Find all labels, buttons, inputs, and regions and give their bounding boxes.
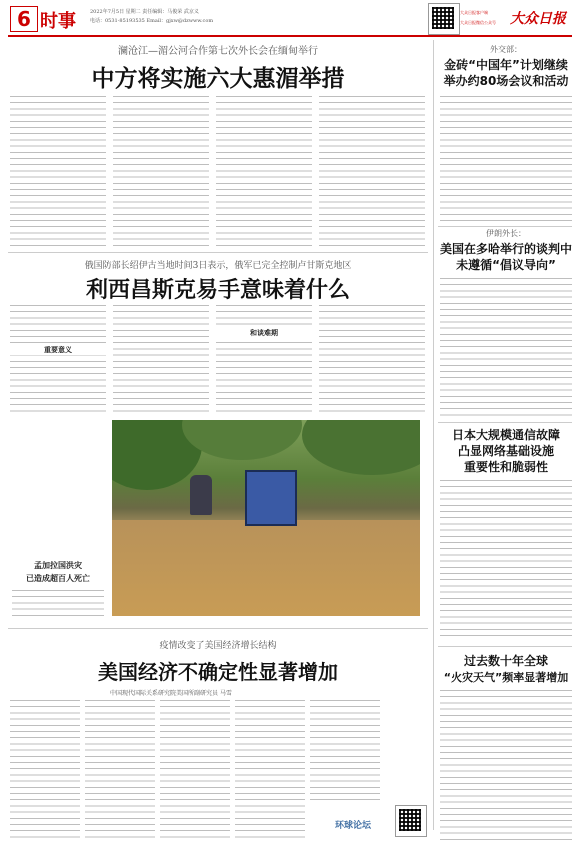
side1-headline-2: 举办约80场会议和活动: [443, 74, 569, 88]
side2-kicker: 伊朗外长：: [486, 229, 526, 238]
newspaper-logo: 大众日报: [510, 11, 566, 27]
side4-headline-2: “火灾天气”频率显著增加: [443, 671, 569, 684]
side2-headline-2: 未遵循“倡议导向”: [456, 258, 556, 272]
side3-headline-2: 凸显网络基础设施: [457, 444, 554, 458]
divider: [438, 646, 572, 647]
section-title: 时事: [40, 11, 76, 32]
blue-cart-figure: [245, 470, 297, 526]
article2-body-col3: [216, 305, 312, 415]
column-logo: 环球论坛: [335, 821, 372, 831]
bottom-byline: 中国现代国际关系研究院美国所副研究员 马雪: [110, 690, 232, 697]
article2-headline: 利西昌斯克易手意味着什么: [85, 278, 350, 303]
lead-body-col1: [10, 96, 106, 246]
lead-body-col2: [113, 96, 209, 246]
lead-body-col3: [216, 96, 312, 246]
article2-body-col2: [113, 305, 209, 415]
date-editor-line: 2022年7月5日 星期二 责任编辑：马俊荣 武京义: [90, 9, 199, 15]
contact-line: 电话：0531-85193535 Email：gjxw@dzwww.com: [90, 18, 214, 24]
side1-kicker: 外交部：: [490, 45, 522, 54]
side3-headline-3: 重要性和脆弱性: [463, 460, 548, 474]
bottom-body-col5: [310, 700, 380, 800]
side4-headline-1: 过去数十年全球: [463, 654, 548, 668]
lead-body-col4: [319, 96, 425, 246]
lead-headline: 中方将实施六大惠湄举措: [91, 66, 345, 92]
side3-headline-1: 日本大规模通信故障: [451, 428, 560, 442]
bottom-body-col4: [235, 700, 305, 840]
side1-body: [440, 96, 572, 221]
article2-body-col4: [319, 305, 425, 415]
side4-body: [440, 690, 572, 840]
bottom-kicker: 疫情改变了美国经济增长结构: [159, 641, 277, 651]
lead-kicker: 澜沧江—湄公河合作第七次外长会在缅甸举行: [118, 46, 318, 57]
qr-code-client[interactable]: [428, 3, 460, 35]
photo-caption-body: [12, 590, 104, 620]
article2-kicker: 俄国防部长绍伊古当地时间3日表示，俄军已完全控制卢甘斯克地区: [84, 261, 352, 271]
column-divider: [433, 40, 434, 830]
bottom-body-col3: [160, 700, 230, 840]
divider: [438, 226, 572, 227]
article2-subhead: 重要意义: [10, 345, 106, 355]
qr-code-bottom[interactable]: [395, 805, 427, 837]
divider: [8, 628, 428, 629]
bottom-headline: 美国经济不确定性显著增加: [98, 660, 338, 684]
side3-body: [440, 480, 572, 640]
photo-caption-2: 已造成超百人死亡: [26, 573, 90, 583]
article2-body-col1: [10, 305, 106, 415]
bottom-body-col1: [10, 700, 80, 840]
qr-label-wechat: 大众日报微信公众号: [460, 20, 496, 25]
motorcyclist-figure: [190, 475, 212, 515]
side2-body: [440, 278, 572, 418]
side1-headline-1: 金砖“中国年”计划继续: [444, 58, 568, 72]
header-rule: [8, 35, 572, 37]
divider: [8, 252, 428, 253]
article2-subhead: 和谈难期: [216, 328, 312, 338]
photo-caption-1: 孟加拉国洪灾: [34, 560, 82, 570]
divider: [438, 422, 572, 423]
qr-label-client: 大众日报客户端: [460, 10, 488, 15]
side2-headline-1: 美国在多哈举行的谈判中: [440, 242, 573, 256]
page-number: 6: [10, 6, 38, 32]
bottom-body-col2: [85, 700, 155, 840]
